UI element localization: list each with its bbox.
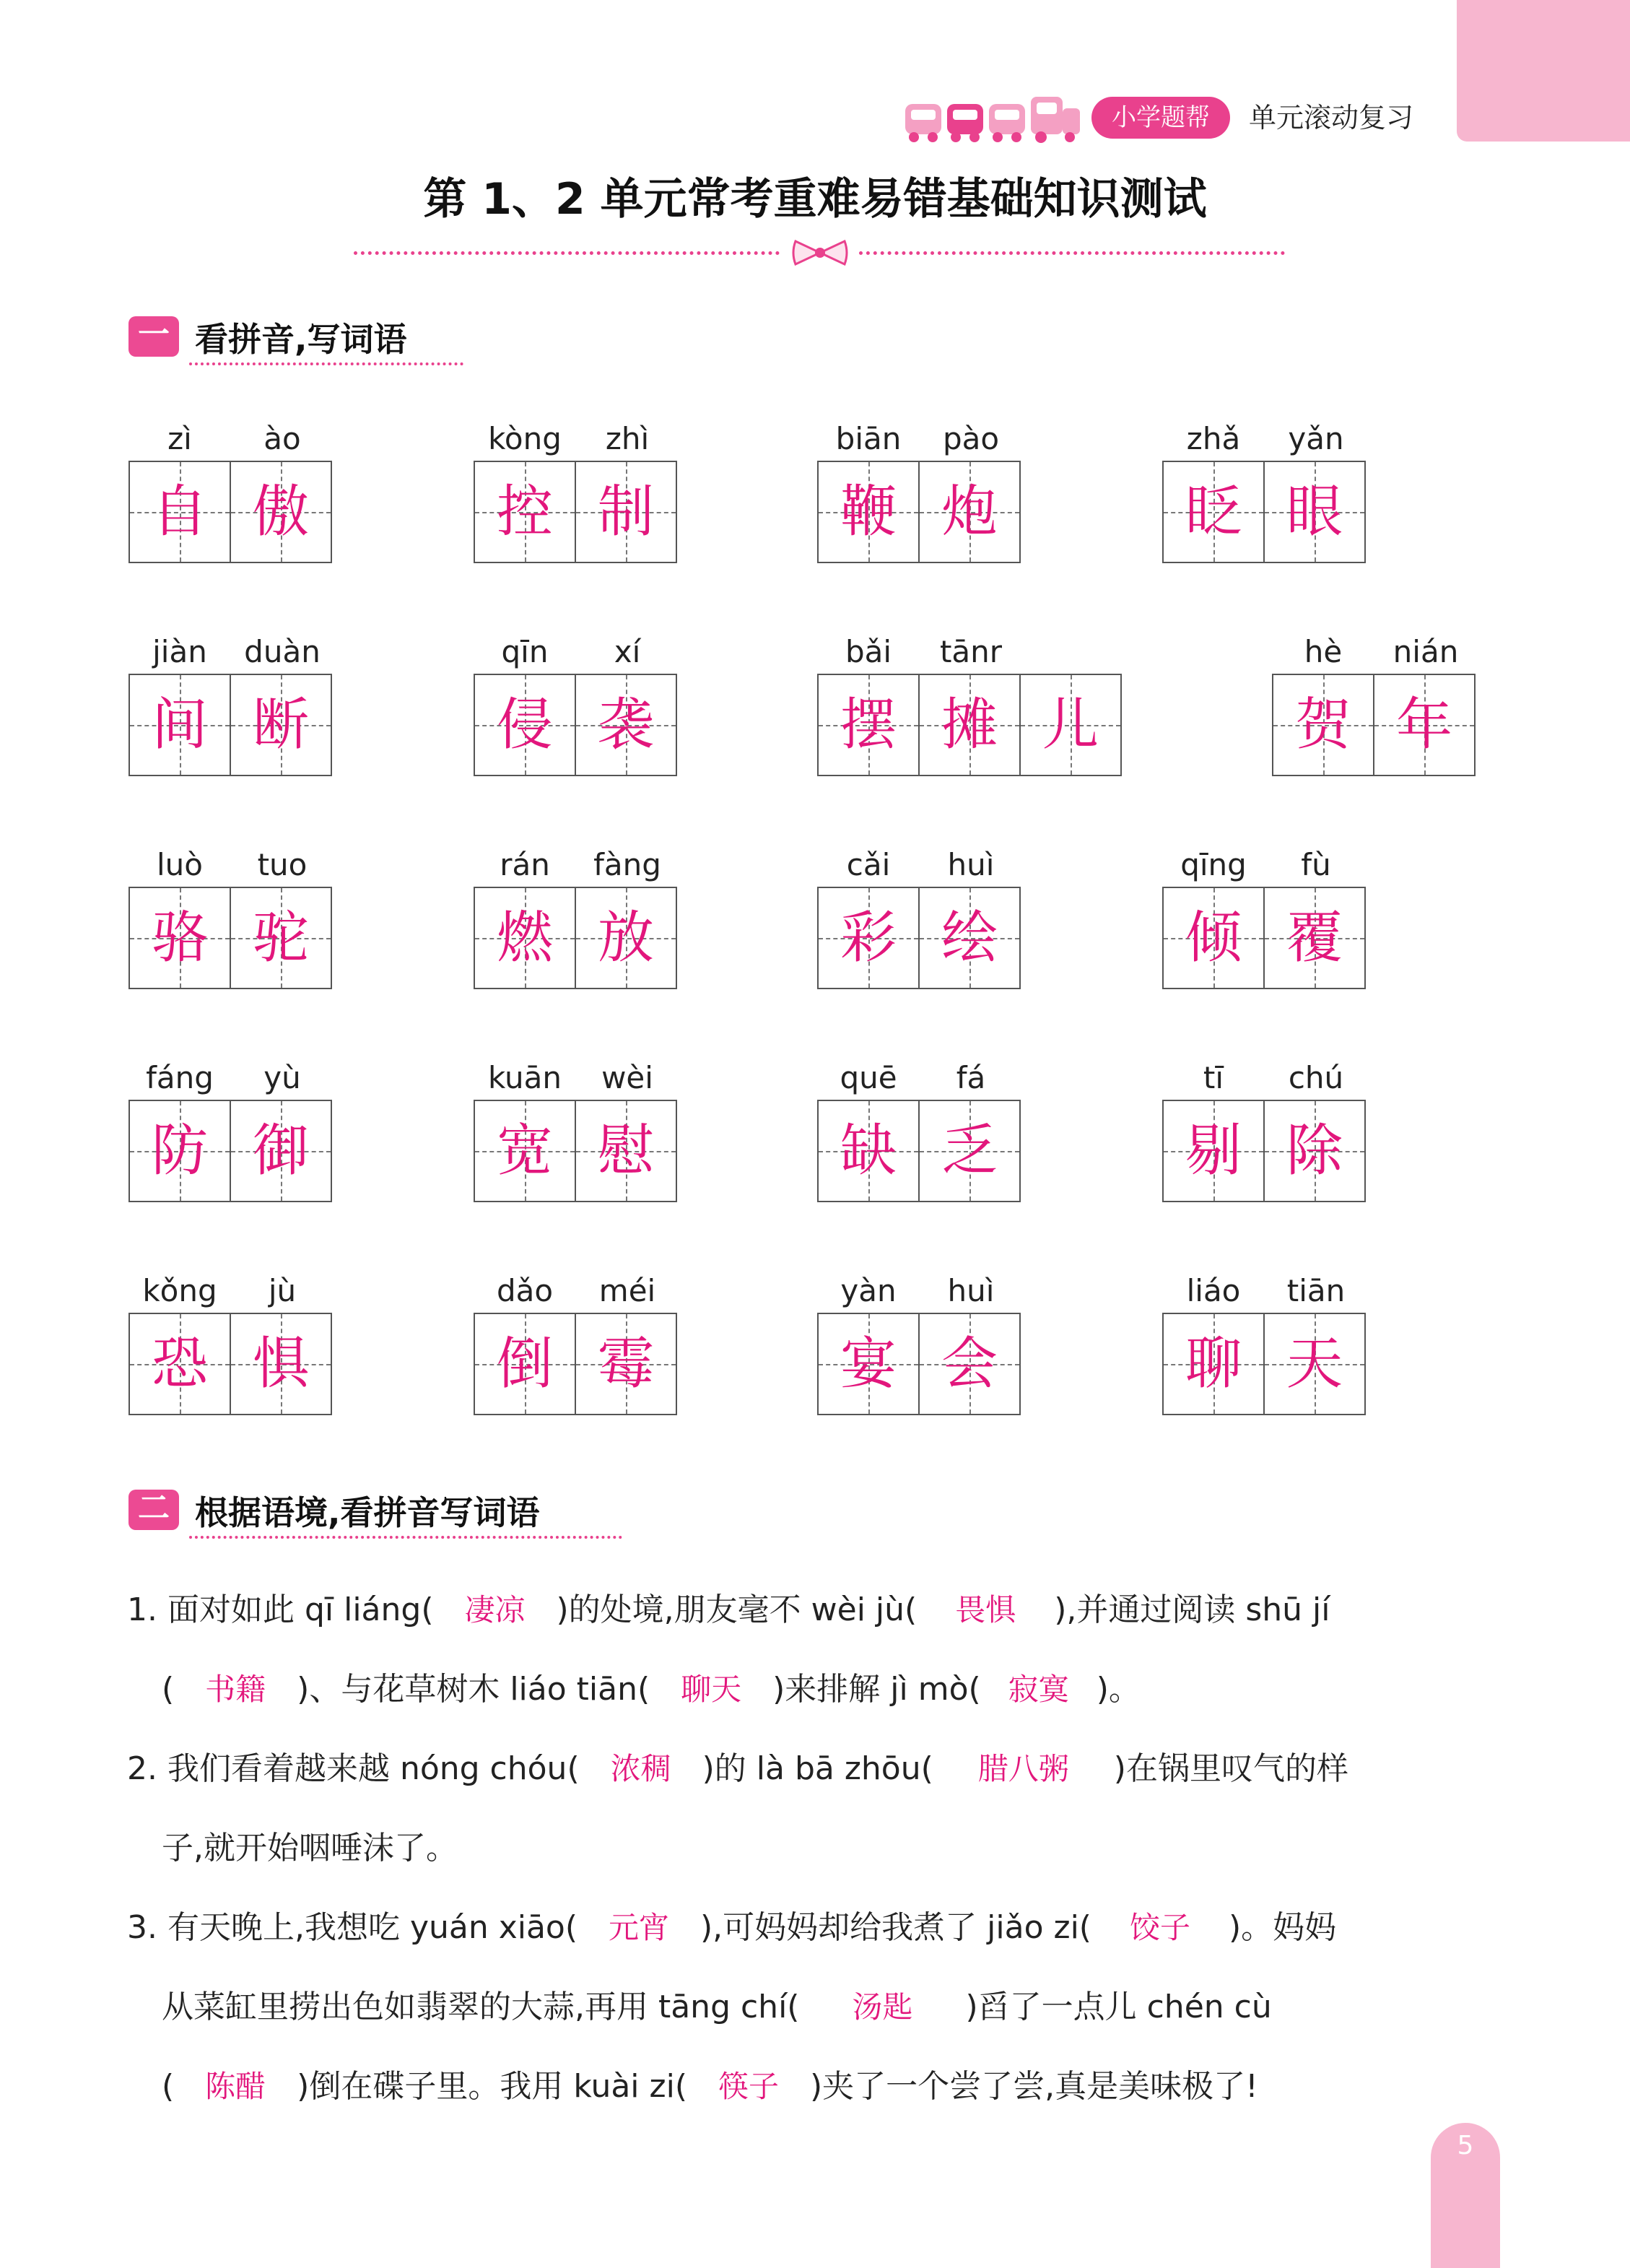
pinyin-label: qīng — [1180, 847, 1247, 882]
writing-cell — [575, 1313, 677, 1415]
sentence-text: )舀了一点儿 chén cù — [965, 1989, 1272, 2025]
writing-cell — [474, 461, 576, 563]
pinyin-label: nián — [1393, 634, 1459, 669]
answer-character: 骆 — [151, 905, 208, 970]
pinyin-label: tiān — [1286, 1273, 1346, 1308]
pinyin-label: liáo — [1186, 1273, 1241, 1308]
pinyin-label: fáng — [146, 1060, 214, 1095]
writing-cell — [1162, 461, 1265, 563]
answer-character: 缺 — [840, 1118, 897, 1183]
pinyin-label: tuo — [257, 847, 308, 882]
pinyin-label: tānr — [939, 634, 1003, 669]
writing-cell — [918, 1313, 1021, 1415]
sentence-line — [162, 1668, 1141, 1711]
pinyin-label: hè — [1304, 634, 1343, 669]
answer-character: 燃 — [496, 905, 553, 970]
sentence-text: )倒在碟子里。我用 kuài zi( — [297, 2068, 687, 2105]
writing-cell — [918, 1100, 1021, 1202]
writing-cell — [230, 1313, 332, 1415]
sentence-text: )。妈妈 — [1228, 1909, 1337, 1946]
writing-cell — [1162, 1313, 1265, 1415]
writing-cell — [575, 674, 677, 776]
writing-cell — [575, 1100, 677, 1202]
answer-character: 间 — [151, 692, 208, 757]
writing-cell — [230, 674, 332, 776]
answer-word: 畏惧 — [955, 1592, 1016, 1628]
writing-cell — [128, 887, 231, 989]
answer-character: 倒 — [496, 1331, 553, 1396]
answer-character: 袭 — [597, 692, 654, 757]
sentence-text: )在锅里叹气的样 — [1113, 1750, 1348, 1787]
pinyin-label: jù — [268, 1273, 297, 1308]
sentence-text: )的 là bā zhōu( — [702, 1750, 933, 1787]
answer-character: 天 — [1286, 1331, 1343, 1396]
writing-cell — [817, 461, 920, 563]
answer-word: 元宵 — [609, 1910, 670, 1945]
answer-character: 剔 — [1185, 1118, 1242, 1183]
pinyin-label: dǎo — [496, 1273, 554, 1308]
writing-cell — [474, 1100, 576, 1202]
pinyin-label: tī — [1203, 1060, 1224, 1095]
pinyin-label: biān — [835, 421, 902, 456]
answer-word: 筷子 — [718, 2069, 779, 2104]
pinyin-label: fá — [956, 1060, 986, 1095]
pinyin-label: huì — [947, 1273, 995, 1308]
page-number-tab — [1431, 2123, 1500, 2268]
page-title: 第 1、2 单元常考重难易错基础知识测试 — [423, 174, 1207, 225]
writing-cell — [474, 887, 576, 989]
answer-character: 放 — [597, 905, 654, 970]
pinyin-label: kǒng — [142, 1273, 217, 1308]
page-number: 5 — [1457, 2131, 1474, 2160]
answer-character: 摊 — [941, 692, 998, 757]
pinyin-label: yàn — [840, 1273, 897, 1308]
answer-character: 鞭 — [840, 479, 897, 544]
writing-cell — [817, 674, 920, 776]
writing-cell — [128, 674, 231, 776]
writing-cell — [1019, 674, 1122, 776]
pinyin-label: duàn — [244, 634, 321, 669]
answer-word: 陈醋 — [205, 2069, 266, 2104]
section-1-title: 看拼音,写词语 — [195, 320, 407, 359]
sentence-text: )的处境,朋友毫不 wèi jù( — [556, 1591, 918, 1628]
pinyin-label: kòng — [488, 421, 562, 456]
answer-character: 防 — [151, 1118, 208, 1183]
writing-cell — [1263, 1313, 1366, 1415]
sentence-text: )。 — [1096, 1671, 1141, 1708]
answer-word: 浓稠 — [610, 1751, 671, 1786]
sentence-text: )、与花草树木 liáo tiān( — [297, 1671, 650, 1708]
answer-character: 年 — [1395, 692, 1452, 757]
pinyin-label: bǎi — [845, 634, 892, 669]
answer-character: 覆 — [1286, 905, 1343, 970]
answer-character: 绘 — [941, 905, 998, 970]
writing-cell — [1263, 887, 1366, 989]
pinyin-label: méi — [598, 1273, 656, 1308]
writing-cell — [128, 1100, 231, 1202]
writing-cell — [1162, 1100, 1265, 1202]
answer-character: 眼 — [1286, 479, 1343, 544]
writing-cell — [817, 1313, 920, 1415]
answer-word: 聊天 — [681, 1672, 742, 1707]
sentence-text: )夹了一个尝了尝,真是美味极了! — [810, 2068, 1258, 2105]
writing-cell — [128, 1313, 231, 1415]
writing-cell — [575, 461, 677, 563]
writing-cell — [230, 887, 332, 989]
answer-character: 宴 — [840, 1331, 897, 1396]
pinyin-label: zhǎ — [1186, 421, 1241, 456]
pinyin-label: fàng — [593, 847, 661, 882]
writing-cell — [230, 461, 332, 563]
section-2-number: 二 — [128, 1490, 179, 1530]
writing-cell — [1162, 887, 1265, 989]
pinyin-label: kuān — [487, 1060, 562, 1095]
sentence-text: 从菜缸里捞出色如翡翠的大蒜,再用 tāng chí( — [162, 1989, 800, 2025]
answer-character: 彩 — [840, 905, 897, 970]
answer-character: 断 — [252, 692, 309, 757]
writing-cell — [474, 1313, 576, 1415]
writing-cell — [1263, 461, 1366, 563]
writing-cell — [128, 461, 231, 563]
pinyin-label: zhì — [605, 421, 650, 456]
sentence-text: ),可妈妈却给我煮了 jiǎo zi( — [700, 1909, 1091, 1946]
pinyin-label: rán — [500, 847, 550, 882]
pinyin-label: fù — [1301, 847, 1331, 882]
answer-character: 驼 — [252, 905, 309, 970]
sentence-line — [127, 1589, 1330, 1632]
pinyin-label: cǎi — [846, 847, 891, 882]
sentence-text: 1. 面对如此 qī liáng( — [127, 1591, 434, 1628]
sentence-line — [162, 1986, 1272, 2029]
sentence-line — [127, 1906, 1336, 1950]
pinyin-label: yù — [263, 1060, 301, 1095]
sentence-line — [127, 1747, 1348, 1791]
pinyin-label: pào — [942, 421, 1000, 456]
answer-character: 惧 — [252, 1331, 309, 1396]
sentence-text: ( — [162, 2068, 175, 2105]
writing-cell — [230, 1100, 332, 1202]
answer-character: 霉 — [597, 1331, 654, 1396]
answer-word: 汤匙 — [852, 1989, 913, 2025]
sentence-line — [162, 2065, 1258, 2108]
sentence-line — [162, 1827, 458, 1870]
pinyin-label: chú — [1288, 1060, 1344, 1095]
writing-cell — [918, 887, 1021, 989]
answer-word: 腊八粥 — [977, 1751, 1069, 1786]
section-2-title: 根据语境,看拼音写词语 — [195, 1493, 540, 1532]
sentence-text: ),并通过阅读 shū jí — [1054, 1591, 1330, 1628]
answer-character: 摆 — [840, 692, 897, 757]
pinyin-label: xí — [614, 634, 641, 669]
pinyin-label: zì — [167, 421, 192, 456]
answer-character: 儿 — [1042, 692, 1099, 757]
answer-character: 御 — [252, 1118, 309, 1183]
answer-word: 饺子 — [1129, 1910, 1190, 1945]
sentence-text: 3. 有天晚上,我想吃 yuán xiāo( — [127, 1909, 578, 1946]
sentence-text: 子,就开始咽唾沫了。 — [162, 1830, 458, 1867]
answer-character: 炮 — [941, 479, 998, 544]
pinyin-label: jiàn — [152, 634, 207, 669]
pinyin-label: yǎn — [1288, 421, 1344, 456]
writing-cell — [918, 461, 1021, 563]
writing-cell — [1373, 674, 1476, 776]
writing-cell — [918, 674, 1021, 776]
writing-cell — [817, 887, 920, 989]
answer-character: 自 — [151, 479, 208, 544]
pinyin-label: qīn — [501, 634, 549, 669]
writing-cell — [1263, 1100, 1366, 1202]
answer-word: 凄凉 — [464, 1592, 526, 1628]
answer-character: 聊 — [1185, 1331, 1242, 1396]
pinyin-label: ào — [263, 421, 301, 456]
answer-character: 控 — [496, 479, 553, 544]
sentence-text: )来排解 jì mò( — [772, 1671, 981, 1708]
writing-cell — [575, 887, 677, 989]
pinyin-label: wèi — [601, 1060, 653, 1095]
header-title: 单元滚动复习 — [1249, 102, 1414, 134]
writing-cell — [474, 674, 576, 776]
answer-word: 寂寞 — [1008, 1672, 1069, 1707]
answer-character: 恐 — [151, 1331, 208, 1396]
writing-cell — [1272, 674, 1374, 776]
answer-character: 侵 — [496, 692, 553, 757]
answer-word: 书籍 — [205, 1672, 266, 1707]
answer-character: 会 — [941, 1331, 998, 1396]
answer-character: 倾 — [1185, 905, 1242, 970]
answer-character: 傲 — [252, 479, 309, 544]
answer-character: 眨 — [1185, 479, 1242, 544]
answer-character: 乏 — [941, 1118, 998, 1183]
answer-character: 制 — [597, 479, 654, 544]
writing-cell — [817, 1100, 920, 1202]
pinyin-label: quē — [840, 1060, 897, 1095]
pinyin-label: luò — [157, 847, 203, 882]
sentence-text: 2. 我们看着越来越 nóng chóu( — [127, 1750, 580, 1787]
section-1-number: 一 — [128, 316, 179, 357]
pinyin-label: huì — [947, 847, 995, 882]
answer-character: 除 — [1286, 1118, 1343, 1183]
answer-character: 慰 — [597, 1118, 654, 1183]
sentence-text: ( — [162, 1671, 175, 1708]
answer-character: 贺 — [1294, 692, 1351, 757]
header-badge: 小学题帮 — [1091, 97, 1230, 139]
answer-character: 宽 — [496, 1118, 553, 1183]
